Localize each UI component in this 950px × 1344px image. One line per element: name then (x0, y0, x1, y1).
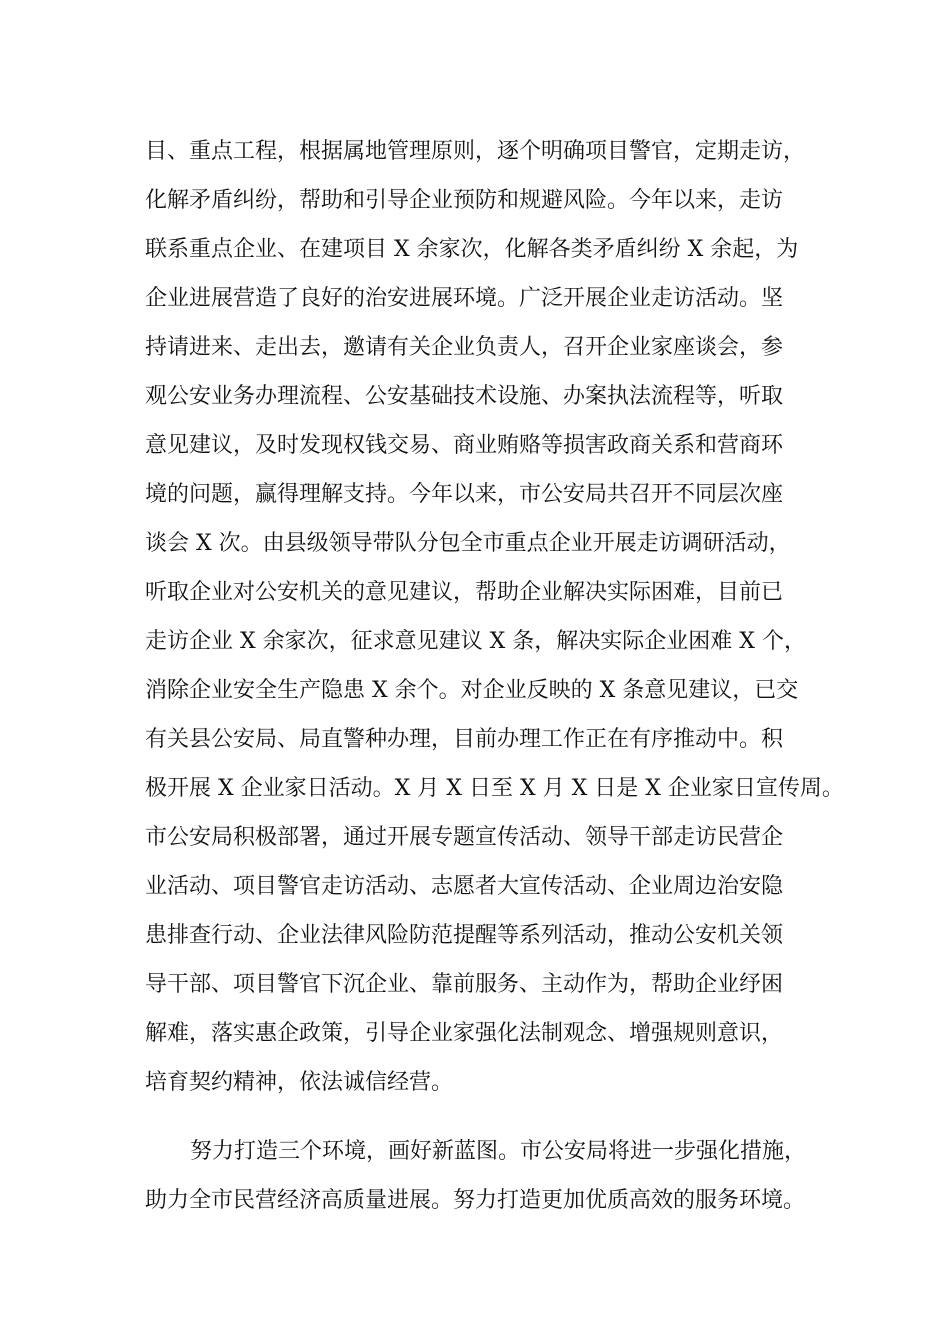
text-line: 消除企业安全生产隐患 X 余个。对企业反映的 X 条意见建议，已交 (145, 678, 799, 703)
text-line: 境的问题，赢得理解支持。今年以来，市公安局共召开不同层次座 (145, 482, 784, 507)
text-line: 谈会 X 次。由县级领导带队分包全市重点企业开展走访调研活动， (145, 531, 791, 556)
text-line: 解难，落实惠企政策，引导企业家强化法制观念、增强规则意识， (145, 1021, 784, 1046)
text-line: 极开展 X 企业家日活动。X 月 X 日至 X 月 X 日是 X 企业家日宣传周。 (145, 776, 844, 801)
text-line: 听取企业对公安机关的意见建议，帮助企业解决实际困难，目前已 (145, 580, 784, 605)
text-line: 市公安局积极部署，通过开展专题宣传活动、领导干部走访民营企 (145, 825, 784, 850)
text-line: 培育契约精神，依法诚信经营。 (145, 1070, 454, 1095)
text-line: 走访企业 X 余家次，征求意见建议 X 条，解决实际企业困难 X 个， (145, 629, 806, 654)
paragraph-first-line: 努力打造三个环境，画好新蓝图。市公安局将进一步强化措施， (190, 1139, 807, 1164)
text-line: 观公安业务办理流程、公安基础技术设施、办案执法流程等，听取 (145, 384, 784, 409)
text-line: 目、重点工程，根据属地管理原则，逐个明确项目警官，定期走访， (145, 139, 806, 164)
text-line: 患排查行动、企业法律风险防范提醒等系列活动，推动公安机关领 (145, 923, 784, 948)
text-line: 意见建议，及时发现权钱交易、商业贿赂等损害政商关系和营商环 (145, 433, 784, 458)
text-line: 化解矛盾纠纷，帮助和引导企业预防和规避风险。今年以来，走访 (145, 188, 784, 213)
text-line: 业活动、项目警官走访活动、志愿者大宣传活动、企业周边治安隐 (145, 874, 784, 899)
text-line: 导干部、项目警官下沉企业、靠前服务、主动作为，帮助企业纾困 (145, 972, 784, 997)
text-line: 持请进来、走出去，邀请有关企业负责人，召开企业家座谈会，参 (145, 335, 784, 360)
text-line: 助力全市民营经济高质量进展。努力打造更加优质高效的服务环境。 (145, 1188, 806, 1213)
text-line: 企业进展营造了良好的治安进展环境。广泛开展企业走访活动。坚 (145, 286, 784, 311)
text-line: 有关县公安局、局直警种办理，目前办理工作正在有序推动中。积 (145, 727, 784, 752)
text-line: 联系重点企业、在建项目 X 余家次，化解各类矛盾纠纷 X 余起，为 (145, 237, 799, 262)
